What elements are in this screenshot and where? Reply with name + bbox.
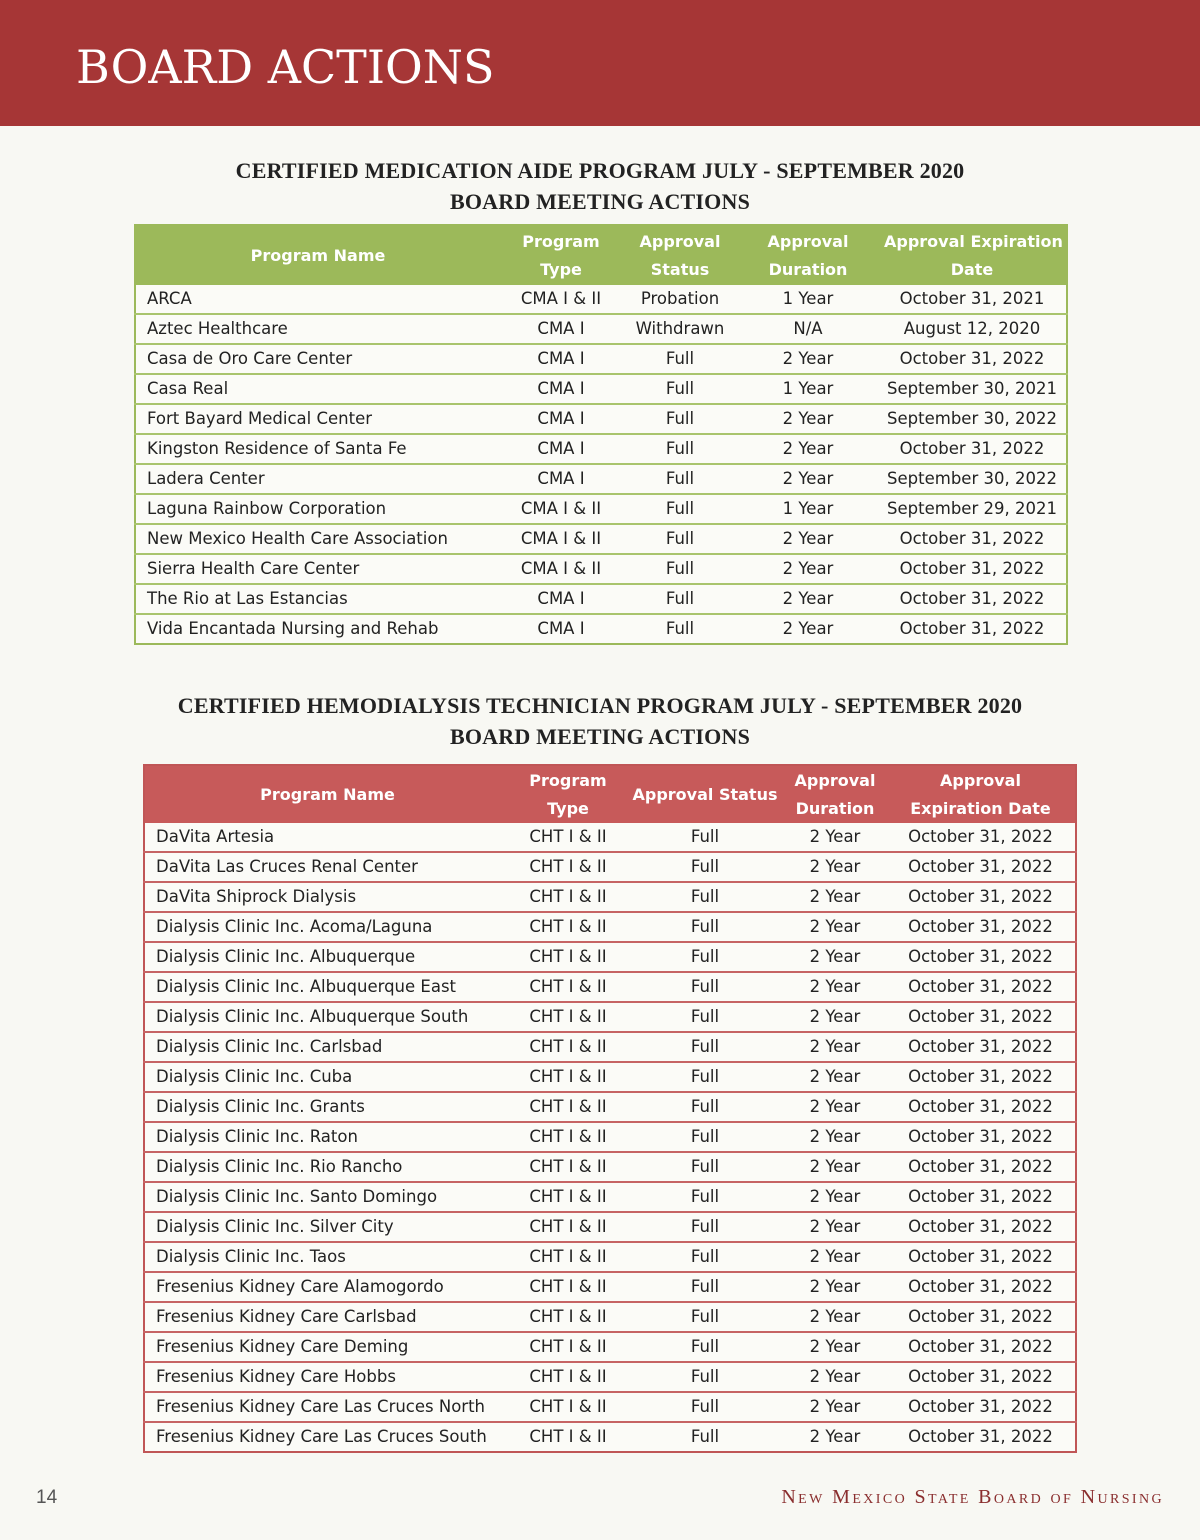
cma-cell-status: Full — [665, 529, 695, 548]
cht-col-approval-duration — [784, 765, 886, 823]
cht-table-row — [144, 1182, 1076, 1212]
cht-cell-name: Dialysis Clinic Inc. Cuba — [156, 1067, 353, 1086]
cma-table-row — [135, 285, 1067, 314]
cma-table — [134, 224, 1068, 645]
cht-cell-status: Full — [690, 1157, 720, 1176]
cma-cell-expiration: October 31, 2021 — [899, 289, 1045, 308]
cht-col-expiration-line1: Approval — [940, 770, 1021, 790]
cht-cell-type: CHT I & II — [529, 827, 607, 846]
cht-cell-status: Full — [690, 887, 720, 906]
cht-cell-expiration: October 31, 2022 — [908, 1157, 1053, 1176]
cma-cell-status: Full — [665, 379, 695, 398]
cht-cell-name: Dialysis Clinic Inc. Albuquerque South — [156, 1007, 469, 1026]
cma-table-row — [135, 434, 1067, 464]
cht-table-body — [144, 823, 1076, 1452]
cma-cell-duration: 2 Year — [782, 559, 834, 578]
cma-table-body — [135, 285, 1067, 644]
cht-cell-status: Full — [690, 1097, 720, 1116]
cht-cell-status: Full — [690, 1307, 720, 1326]
cht-cell-type: CHT I & II — [529, 1277, 607, 1296]
cht-cell-name: Dialysis Clinic Inc. Grants — [156, 1097, 365, 1116]
cma-cell-type: CMA I — [537, 349, 585, 368]
cma-cell-name: Sierra Health Care Center — [147, 559, 360, 578]
cma-cell-type: CMA I & II — [520, 559, 602, 578]
cma-cell-duration: 2 Year — [782, 409, 834, 428]
cht-cell-duration: 2 Year — [809, 1337, 861, 1356]
cht-cell-duration: 2 Year — [809, 1187, 861, 1206]
cht-cell-status: Full — [690, 947, 720, 966]
cht-col-duration-line1: Approval — [794, 770, 876, 790]
cht-cell-expiration: October 31, 2022 — [908, 917, 1053, 936]
cma-col-program-type — [500, 225, 622, 285]
cht-col-expiration-line2: Expiration Date — [910, 798, 1051, 818]
cht-cell-expiration: October 31, 2022 — [908, 1247, 1053, 1266]
cma-cell-duration: 2 Year — [782, 589, 834, 608]
cma-cell-expiration: September 30, 2022 — [887, 409, 1057, 428]
cht-title-line1: CERTIFIED HEMODIALYSIS TECHNICIAN PROGRAM JULY - SEPTEMBER 2020 — [177, 693, 1023, 718]
cht-cell-duration: 2 Year — [809, 1007, 861, 1026]
cma-table-row — [135, 554, 1067, 584]
cma-col-status-line1: Approval — [639, 231, 721, 251]
page-number: 14 — [36, 1487, 58, 1508]
cht-cell-type: CHT I & II — [529, 917, 607, 936]
cma-cell-name: New Mexico Health Care Association — [147, 529, 448, 548]
cht-table-row — [144, 1032, 1076, 1062]
cht-cell-type: CHT I & II — [529, 977, 607, 996]
cht-title-line2: BOARD MEETING ACTIONS — [449, 724, 751, 749]
cht-cell-expiration: October 31, 2022 — [908, 857, 1053, 876]
cht-cell-status: Full — [690, 1397, 720, 1416]
cma-cell-duration: 2 Year — [782, 529, 834, 548]
cht-cell-duration: 2 Year — [809, 917, 861, 936]
cht-cell-expiration: October 31, 2022 — [908, 1187, 1053, 1206]
cht-table-row — [144, 1362, 1076, 1392]
cht-cell-expiration: October 31, 2022 — [908, 947, 1053, 966]
cma-cell-type: CMA I & II — [520, 529, 602, 548]
cht-cell-name: Fresenius Kidney Care Las Cruces North — [156, 1397, 486, 1416]
cma-cell-name: Casa Real — [147, 379, 229, 398]
cma-cell-type: CMA I — [537, 439, 585, 458]
cht-cell-type: CHT I & II — [529, 1307, 607, 1326]
cht-col-type-line2: Type — [547, 798, 589, 818]
cma-cell-type: CMA I — [537, 319, 585, 338]
cht-cell-expiration: October 31, 2022 — [908, 1367, 1053, 1386]
cht-cell-expiration: October 31, 2022 — [908, 887, 1053, 906]
cht-cell-type: CHT I & II — [529, 1097, 607, 1116]
cma-cell-expiration: October 31, 2022 — [899, 589, 1045, 608]
cma-table-row — [135, 344, 1067, 374]
cht-table-row — [144, 852, 1076, 882]
cma-cell-status: Full — [665, 469, 695, 488]
cht-cell-status: Full — [690, 1277, 720, 1296]
cma-col-status-line2: Status — [650, 259, 710, 279]
cht-cell-expiration: October 31, 2022 — [908, 1037, 1053, 1056]
cht-cell-expiration: October 31, 2022 — [908, 827, 1053, 846]
cht-cell-type: CHT I & II — [529, 1157, 607, 1176]
cht-cell-type: CHT I & II — [529, 1337, 607, 1356]
cht-cell-status: Full — [690, 1247, 720, 1266]
cma-cell-name: ARCA — [147, 289, 192, 308]
cht-cell-expiration: October 31, 2022 — [908, 1277, 1053, 1296]
cht-cell-type: CHT I & II — [529, 1007, 607, 1026]
cht-cell-type: CHT I & II — [529, 1187, 607, 1206]
cma-table-row — [135, 314, 1067, 344]
cht-table-row — [144, 1062, 1076, 1092]
cma-cell-status: Full — [665, 589, 695, 608]
cma-table-row — [135, 524, 1067, 554]
cma-col-type-line2: Type — [540, 259, 582, 279]
cma-cell-duration: 2 Year — [782, 469, 834, 488]
cht-cell-duration: 2 Year — [809, 1097, 861, 1116]
cma-cell-duration: 1 Year — [782, 289, 834, 308]
cht-cell-type: CHT I & II — [529, 1127, 607, 1146]
cht-cell-name: Dialysis Clinic Inc. Santo Domingo — [156, 1187, 438, 1206]
cma-cell-type: CMA I — [537, 409, 585, 428]
cht-cell-status: Full — [690, 1127, 720, 1146]
cma-cell-expiration: September 30, 2022 — [887, 469, 1057, 488]
cht-table-row — [144, 912, 1076, 942]
cma-cell-expiration: October 31, 2022 — [899, 439, 1045, 458]
cht-cell-status: Full — [690, 1427, 720, 1446]
cht-table-row — [144, 1092, 1076, 1122]
cht-cell-type: CHT I & II — [529, 1397, 607, 1416]
cht-cell-duration: 2 Year — [809, 1367, 861, 1386]
cma-cell-name: The Rio at Las Estancias — [147, 589, 348, 608]
cma-table-row — [135, 494, 1067, 524]
cma-cell-duration: 1 Year — [782, 379, 834, 398]
cma-section-title — [0, 155, 1200, 217]
cht-cell-name: Fresenius Kidney Care Alamogordo — [156, 1277, 444, 1296]
cma-cell-name: Laguna Rainbow Corporation — [147, 499, 387, 518]
cht-table-row — [144, 1242, 1076, 1272]
cht-table-row — [144, 972, 1076, 1002]
cma-cell-status: Withdrawn — [635, 319, 725, 338]
cht-table-row — [144, 942, 1076, 972]
cma-cell-name: Kingston Residence of Santa Fe — [147, 439, 407, 458]
cma-table-row — [135, 614, 1067, 644]
cma-col-program-name: Program Name — [250, 245, 386, 265]
cht-table-row — [144, 1122, 1076, 1152]
cma-cell-expiration: September 29, 2021 — [887, 499, 1057, 518]
cma-cell-expiration: October 31, 2022 — [899, 349, 1045, 368]
cht-cell-type: CHT I & II — [529, 1037, 607, 1056]
page-title: BOARD ACTIONS — [76, 40, 495, 94]
cht-cell-name: Fresenius Kidney Care Las Cruces South — [156, 1427, 487, 1446]
cht-cell-status: Full — [690, 827, 720, 846]
cht-col-duration-line2: Duration — [795, 798, 875, 818]
cht-cell-duration: 2 Year — [809, 1217, 861, 1236]
cht-cell-type: CHT I & II — [529, 1427, 607, 1446]
cht-cell-status: Full — [690, 1187, 720, 1206]
cht-cell-duration: 2 Year — [809, 947, 861, 966]
cma-col-expiration-date — [878, 225, 1067, 285]
cma-cell-expiration: October 31, 2022 — [899, 619, 1045, 638]
cht-cell-name: Dialysis Clinic Inc. Carlsbad — [156, 1037, 383, 1056]
cht-table — [143, 764, 1077, 1453]
cht-col-expiration-date — [886, 765, 1076, 823]
cma-cell-type: CMA I — [537, 379, 585, 398]
cht-cell-name: Fresenius Kidney Care Hobbs — [156, 1367, 396, 1386]
cma-col-expiration-line1: Approval Expiration — [884, 231, 1063, 251]
cht-cell-duration: 2 Year — [809, 1247, 861, 1266]
cht-cell-type: CHT I & II — [529, 1217, 607, 1236]
cma-col-approval-status — [622, 225, 738, 285]
cma-col-type-line1: Program — [522, 231, 600, 251]
cht-cell-name: Fresenius Kidney Care Carlsbad — [156, 1307, 417, 1326]
cht-table-row — [144, 1002, 1076, 1032]
cht-cell-duration: 2 Year — [809, 1427, 861, 1446]
cht-cell-status: Full — [690, 857, 720, 876]
cht-cell-name: Dialysis Clinic Inc. Silver City — [156, 1217, 394, 1236]
cma-col-duration-line2: Duration — [768, 259, 848, 279]
cht-cell-duration: 2 Year — [809, 1127, 861, 1146]
cht-cell-name: Dialysis Clinic Inc. Rio Rancho — [156, 1157, 403, 1176]
cma-cell-expiration: August 12, 2020 — [903, 319, 1041, 338]
cht-cell-status: Full — [690, 1007, 720, 1026]
cht-cell-name: DaVita Las Cruces Renal Center — [156, 857, 418, 876]
cma-header-row — [135, 225, 1067, 285]
footer-organization: New Mexico State Board of Nursing — [781, 1486, 1164, 1508]
cht-cell-status: Full — [690, 1037, 720, 1056]
cht-cell-type: CHT I & II — [529, 1067, 607, 1086]
cht-cell-expiration: October 31, 2022 — [908, 1397, 1053, 1416]
cht-cell-type: CHT I & II — [529, 857, 607, 876]
cht-cell-expiration: October 31, 2022 — [908, 1007, 1053, 1026]
cht-table-row — [144, 882, 1076, 912]
cht-cell-name: Dialysis Clinic Inc. Acoma/Laguna — [156, 917, 433, 936]
cht-cell-name: Dialysis Clinic Inc. Taos — [156, 1247, 346, 1266]
cht-cell-duration: 2 Year — [809, 827, 861, 846]
cma-title-line1: CERTIFIED MEDICATION AIDE PROGRAM JULY - SEPTEMBER 2020 — [235, 158, 965, 183]
cht-col-type-line1: Program — [529, 770, 607, 790]
cma-col-approval-duration — [738, 225, 878, 285]
cma-cell-status: Full — [665, 559, 695, 578]
cma-table-row — [135, 464, 1067, 494]
cht-cell-status: Full — [690, 977, 720, 996]
cma-cell-name: Vida Encantada Nursing and Rehab — [147, 619, 439, 638]
cht-cell-name: Dialysis Clinic Inc. Raton — [156, 1127, 358, 1146]
cht-cell-duration: 2 Year — [809, 1397, 861, 1416]
cma-cell-type: CMA I — [537, 469, 585, 488]
cht-cell-type: CHT I & II — [529, 1247, 607, 1266]
cht-table-row — [144, 1392, 1076, 1422]
cht-col-approval-status: Approval Status — [632, 784, 778, 804]
cma-cell-duration: N/A — [793, 319, 823, 338]
cht-cell-duration: 2 Year — [809, 977, 861, 996]
cht-cell-name: Dialysis Clinic Inc. Albuquerque East — [156, 977, 457, 996]
cht-cell-duration: 2 Year — [809, 1307, 861, 1326]
cma-table-row — [135, 374, 1067, 404]
cht-col-program-name: Program Name — [260, 784, 395, 804]
cht-cell-status: Full — [690, 917, 720, 936]
cma-table-row — [135, 584, 1067, 614]
cht-cell-expiration: October 31, 2022 — [908, 977, 1053, 996]
cht-header-row — [144, 765, 1076, 823]
cht-table-row — [144, 1422, 1076, 1452]
cht-table-row — [144, 1212, 1076, 1242]
cht-cell-duration: 2 Year — [809, 1037, 861, 1056]
cht-cell-expiration: October 31, 2022 — [908, 1307, 1053, 1326]
cht-cell-expiration: October 31, 2022 — [908, 1067, 1053, 1086]
cma-cell-expiration: October 31, 2022 — [899, 529, 1045, 548]
cma-cell-status: Full — [665, 439, 695, 458]
cht-col-program-type — [510, 765, 626, 823]
cma-cell-type: CMA I — [537, 619, 585, 638]
cma-cell-name: Ladera Center — [147, 469, 265, 488]
cma-cell-expiration: October 31, 2022 — [899, 559, 1045, 578]
cht-cell-name: Fresenius Kidney Care Deming — [156, 1337, 409, 1356]
cma-cell-status: Full — [665, 619, 695, 638]
cma-col-expiration-line2: Date — [950, 259, 994, 279]
cma-col-duration-line1: Approval — [767, 231, 849, 251]
cht-table-row — [144, 1302, 1076, 1332]
cht-table-row — [144, 1272, 1076, 1302]
cht-cell-status: Full — [690, 1337, 720, 1356]
cht-cell-expiration: October 31, 2022 — [908, 1097, 1053, 1116]
cma-cell-name: Aztec Healthcare — [147, 319, 288, 338]
cht-cell-expiration: October 31, 2022 — [908, 1427, 1053, 1446]
header-banner — [0, 0, 1200, 126]
cht-cell-duration: 2 Year — [809, 887, 861, 906]
cma-cell-status: Full — [665, 499, 695, 518]
cma-cell-status: Probation — [640, 289, 720, 308]
cht-cell-type: CHT I & II — [529, 947, 607, 966]
cht-cell-type: CHT I & II — [529, 887, 607, 906]
cma-cell-duration: 1 Year — [782, 499, 834, 518]
cht-cell-status: Full — [690, 1067, 720, 1086]
cma-cell-duration: 2 Year — [782, 619, 834, 638]
cma-cell-name: Fort Bayard Medical Center — [147, 409, 373, 428]
cht-table-row — [144, 1332, 1076, 1362]
cht-cell-status: Full — [690, 1367, 720, 1386]
cht-cell-duration: 2 Year — [809, 1157, 861, 1176]
cht-cell-duration: 2 Year — [809, 1277, 861, 1296]
cht-cell-name: DaVita Shiprock Dialysis — [156, 887, 357, 906]
cma-cell-expiration: September 30, 2021 — [887, 379, 1057, 398]
cma-cell-duration: 2 Year — [782, 349, 834, 368]
cht-cell-expiration: October 31, 2022 — [908, 1337, 1053, 1356]
cma-cell-duration: 2 Year — [782, 439, 834, 458]
cma-cell-name: Casa de Oro Care Center — [147, 349, 353, 368]
cht-cell-name: Dialysis Clinic Inc. Albuquerque — [156, 947, 416, 966]
cht-table-row — [144, 823, 1076, 852]
cma-cell-type: CMA I — [537, 589, 585, 608]
cma-cell-status: Full — [665, 349, 695, 368]
cma-cell-type: CMA I & II — [520, 499, 602, 518]
cht-cell-status: Full — [690, 1217, 720, 1236]
cht-cell-name: DaVita Artesia — [156, 827, 275, 846]
cht-section-title — [0, 690, 1200, 752]
cht-cell-expiration: October 31, 2022 — [908, 1127, 1053, 1146]
cht-cell-expiration: October 31, 2022 — [908, 1217, 1053, 1236]
cht-cell-duration: 2 Year — [809, 1067, 861, 1086]
cht-cell-duration: 2 Year — [809, 857, 861, 876]
cht-table-row — [144, 1152, 1076, 1182]
cma-title-line2: BOARD MEETING ACTIONS — [449, 189, 751, 214]
cma-table-row — [135, 404, 1067, 434]
cht-cell-type: CHT I & II — [529, 1367, 607, 1386]
cma-cell-status: Full — [665, 409, 695, 428]
cma-cell-type: CMA I & II — [520, 289, 602, 308]
